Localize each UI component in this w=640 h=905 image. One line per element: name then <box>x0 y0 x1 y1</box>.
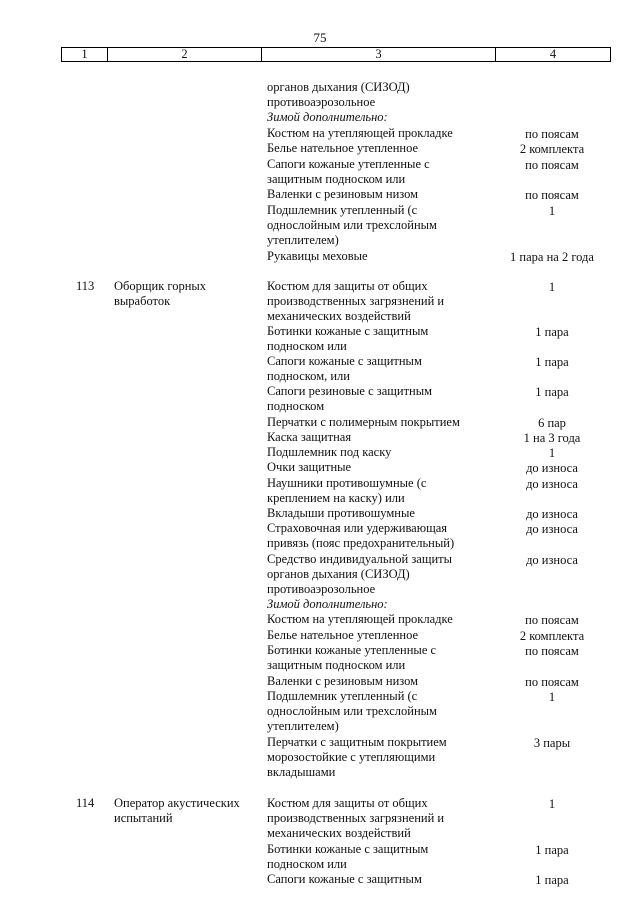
item-text: защитным подноском или <box>267 658 406 672</box>
item-text: Ботинки кожаные с защитным <box>267 842 429 856</box>
item-text: подноском или <box>267 857 347 871</box>
item-text: Каска защитная <box>267 430 352 444</box>
item-norm: по поясам <box>525 188 579 202</box>
item-text: Ботинки кожаные с защитным <box>267 324 429 338</box>
item-text: вкладышами <box>267 765 336 779</box>
item-text: Белье нательное утепленное <box>267 141 419 155</box>
header-col-3: 3 <box>262 48 496 61</box>
item-text: Подшлемник под каску <box>267 445 392 459</box>
item-text: Средство индивидуальной защиты <box>267 552 453 566</box>
item-text: Костюм на утепляющей прокладке <box>267 612 453 626</box>
item-norm: по поясам <box>525 675 579 689</box>
item-norm: 1 <box>548 446 556 460</box>
item-norm: до износа <box>526 477 578 491</box>
item-norm: по поясам <box>525 644 579 658</box>
item-text: органов дыхания (СИЗОД) <box>267 567 410 581</box>
item-text: Подшлемник утепленный (с <box>267 689 418 703</box>
item-text: Сапоги кожаные с защитным <box>267 872 422 886</box>
winter-heading: Зимой дополнительно: <box>267 110 388 124</box>
item-text: механических воздействий <box>267 826 411 840</box>
item-norm: до износа <box>526 553 578 567</box>
item-text: Костюм для защиты от общих <box>267 796 428 810</box>
profession-name: выработок <box>114 294 171 308</box>
item-text: противоаэрозольное <box>267 582 376 596</box>
item-norm: 1 пара <box>535 385 569 399</box>
item-norm: 1 пара на 2 года <box>510 250 594 264</box>
item-norm: 1 пара <box>535 325 569 339</box>
item-text: производственных загрязнений и <box>267 294 445 308</box>
item-text: производственных загрязнений и <box>267 811 445 825</box>
item-norm: до износа <box>526 522 578 536</box>
header-col-2: 2 <box>108 48 262 61</box>
item-text: Белье нательное утепленное <box>267 628 419 642</box>
item-norm: 3 пары <box>533 736 571 750</box>
table-header <box>61 47 611 62</box>
item-text: Перчатки с защитным покрытием <box>267 735 447 749</box>
item-text: Рукавицы меховые <box>267 249 368 263</box>
row-number: 114 <box>76 796 95 810</box>
item-text: защитным подноском или <box>267 172 406 186</box>
item-text: Очки защитные <box>267 460 352 474</box>
profession-name: испытаний <box>114 811 173 825</box>
item-norm: 2 комплекта <box>519 142 585 156</box>
item-norm: 1 пара <box>535 355 569 369</box>
item-text: Костюм на утепляющей прокладке <box>267 126 453 140</box>
winter-heading: Зимой дополнительно: <box>267 597 388 611</box>
item-text: креплением на каску) или <box>267 491 405 505</box>
item-norm: по поясам <box>525 613 579 627</box>
item-text: морозостойкие с утепляющими <box>267 750 436 764</box>
item-text: Подшлемник утепленный (с <box>267 203 418 217</box>
row-number: 113 <box>76 279 95 293</box>
item-norm: 1 <box>548 280 556 294</box>
item-text: органов дыхания (СИЗОД) <box>267 80 410 94</box>
item-norm: 1 на 3 года <box>523 431 581 445</box>
item-norm: 1 пара <box>535 843 569 857</box>
header-col-1: 1 <box>62 48 108 61</box>
item-text: противоаэрозольное <box>267 95 376 109</box>
profession-name: Оборщик горных <box>114 279 207 293</box>
item-norm: до износа <box>526 461 578 475</box>
item-text: Сапоги резиновые с защитным <box>267 384 433 398</box>
item-norm: 1 <box>548 204 556 218</box>
item-text: утеплителем) <box>267 233 339 247</box>
item-norm: до износа <box>526 507 578 521</box>
item-norm: 2 комплекта <box>519 629 585 643</box>
item-text: однослойным или трехслойным <box>267 704 437 718</box>
item-text: подноском, или <box>267 369 350 383</box>
item-text: Ботинки кожаные утепленные с <box>267 643 437 657</box>
item-text: механических воздействий <box>267 309 411 323</box>
item-text: подноском или <box>267 339 347 353</box>
item-norm: 6 пар <box>538 416 566 430</box>
item-text: утеплителем) <box>267 719 339 733</box>
page-number: 75 <box>313 30 327 45</box>
item-text: Валенки с резиновым низом <box>267 187 419 201</box>
item-text: привязь (пояс предохранительный) <box>267 536 455 550</box>
item-text: Костюм для защиты от общих <box>267 279 428 293</box>
item-text: Страховочная или удерживающая <box>267 521 447 535</box>
profession-name: Оператор акустических <box>114 796 240 810</box>
item-norm: по поясам <box>525 127 579 141</box>
item-text: Перчатки с полимерным покрытием <box>267 415 460 429</box>
item-text: Валенки с резиновым низом <box>267 674 419 688</box>
item-text: Сапоги кожаные с защитным <box>267 354 422 368</box>
item-text: Наушники противошумные (с <box>267 476 427 490</box>
item-text: подноском <box>267 399 325 413</box>
item-text: Сапоги кожаные утепленные с <box>267 157 430 171</box>
item-norm: 1 пара <box>535 873 569 887</box>
header-col-4: 4 <box>549 47 557 61</box>
item-norm: по поясам <box>525 158 579 172</box>
item-norm: 1 <box>548 690 556 704</box>
item-text: Вкладыши противошумные <box>267 506 415 520</box>
item-norm: 1 <box>548 797 556 811</box>
item-text: однослойным или трехслойным <box>267 218 437 232</box>
